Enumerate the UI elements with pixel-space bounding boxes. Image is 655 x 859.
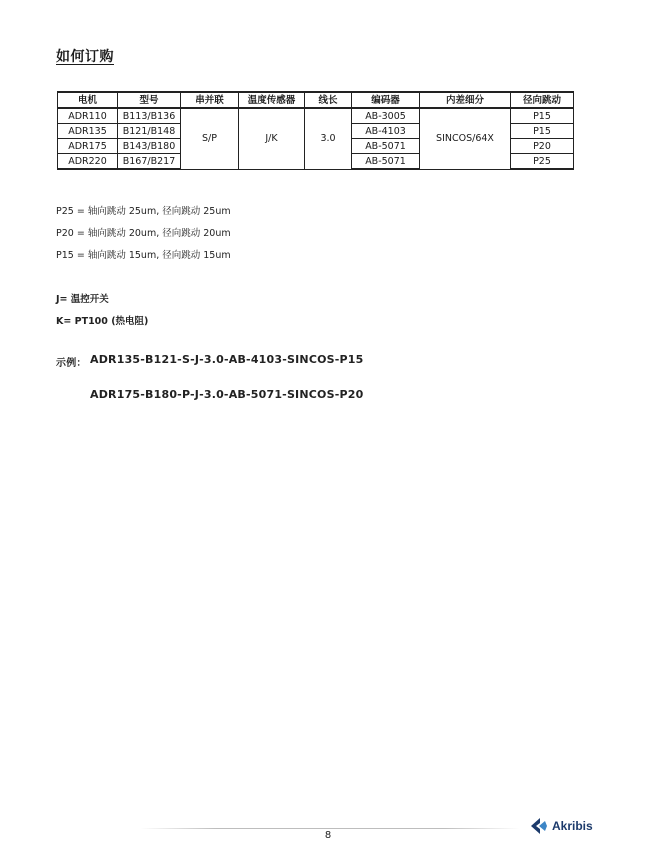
cell-motor: ADR110 — [58, 108, 118, 124]
cell-encoder: AB-5071 — [352, 154, 420, 170]
cell-encoder: AB-4103 — [352, 124, 420, 139]
akribis-logo-icon — [529, 816, 549, 836]
header-encoder: 编码器 — [352, 92, 420, 108]
header-cable: 线长 — [305, 92, 352, 108]
sensor-def-j: J= 温控开关 — [56, 294, 109, 305]
cell-cable: 3.0 — [305, 108, 352, 169]
table-header-row — [58, 92, 574, 108]
cell-sensor: J/K — [239, 108, 305, 169]
example-line-1: ADR135-B121-S-J-3.0-AB-4103-SINCOS-P15 — [90, 353, 364, 366]
cell-model: B121/B148 — [118, 124, 181, 139]
header-model: 型号 — [118, 92, 181, 108]
header-interp: 内差细分 — [420, 92, 511, 108]
runout-note-p20: P20 = 轴向跳动 20um, 径向跳动 20um — [56, 228, 231, 239]
cell-model: B143/B180 — [118, 139, 181, 154]
cell-runout: P15 — [511, 124, 574, 139]
page-title: 如何订购 — [56, 49, 114, 65]
runout-note-p15: P15 = 轴向跳动 15um, 径向跳动 15um — [56, 250, 231, 261]
header-sensor: 温度传感器 — [239, 92, 305, 108]
cell-encoder: AB-5071 — [352, 139, 420, 154]
cell-interp: SINCOS/64X — [420, 108, 511, 169]
brand-name: Akribis — [552, 819, 593, 833]
example-line-2: ADR175-B180-P-J-3.0-AB-5071-SINCOS-P20 — [90, 388, 364, 401]
cell-motor: ADR135 — [58, 124, 118, 139]
header-motor: 电机 — [58, 92, 118, 108]
header-wiring: 串并联 — [181, 92, 239, 108]
cell-motor: ADR175 — [58, 139, 118, 154]
cell-wiring: S/P — [181, 108, 239, 169]
cell-model: B113/B136 — [118, 108, 181, 124]
brand-logo — [529, 816, 593, 836]
cell-runout: P20 — [511, 139, 574, 154]
footer-divider — [140, 828, 520, 829]
header-runout: 径向跳动 — [511, 92, 574, 108]
table-row — [58, 108, 574, 124]
page-number: 8 — [324, 830, 332, 841]
ordering-table — [57, 91, 574, 170]
cell-motor: ADR220 — [58, 154, 118, 170]
example-label: 示例： — [56, 358, 87, 369]
sensor-def-k: K= PT100 (热电阻) — [56, 316, 149, 327]
cell-model: B167/B217 — [118, 154, 181, 170]
runout-note-p25: P25 = 轴向跳动 25um, 径向跳动 25um — [56, 206, 231, 217]
cell-runout: P25 — [511, 154, 574, 170]
cell-runout: P15 — [511, 108, 574, 124]
cell-encoder: AB-3005 — [352, 108, 420, 124]
